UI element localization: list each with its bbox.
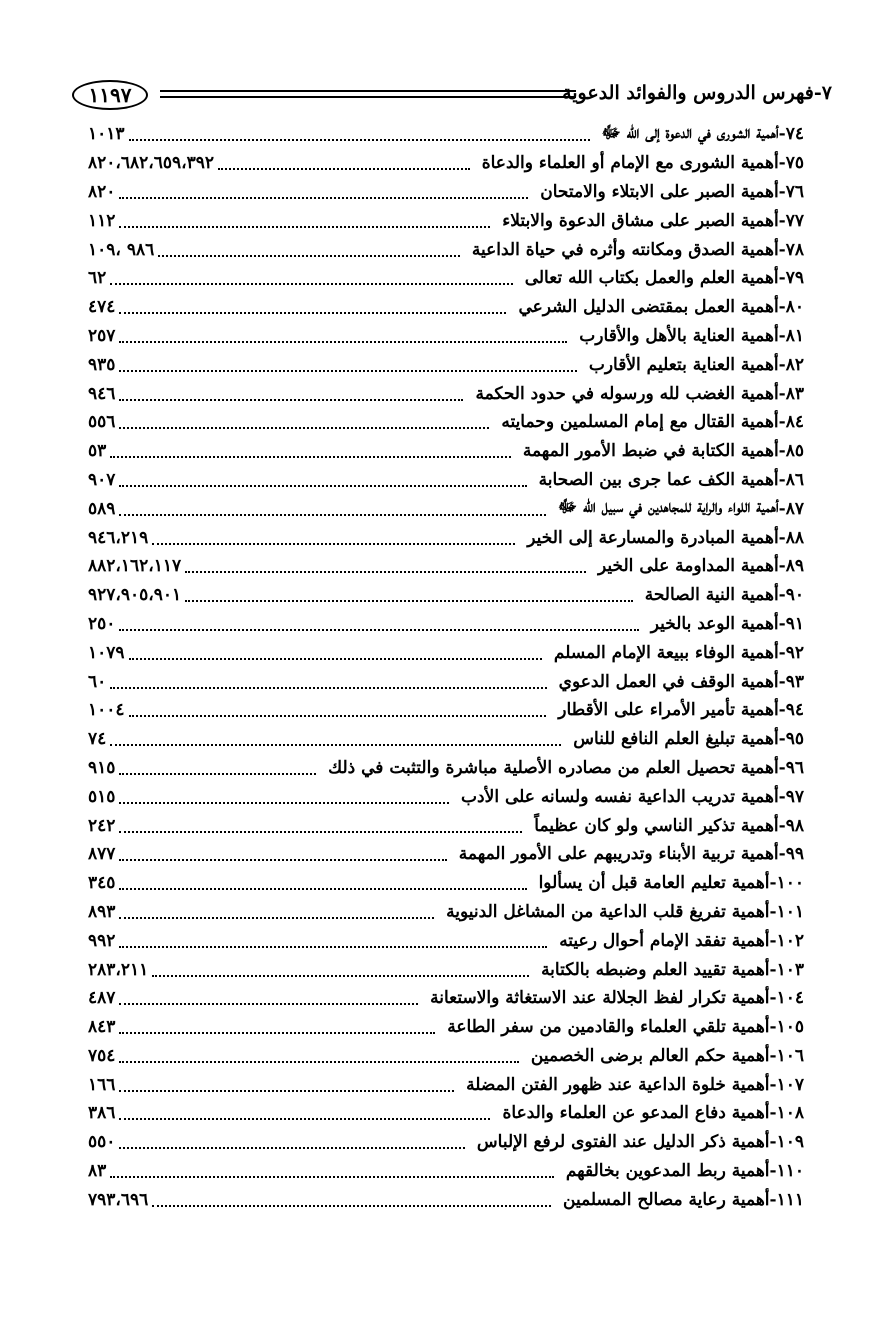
entry-dash: - bbox=[769, 873, 777, 894]
index-entry bbox=[88, 322, 804, 351]
entry-dash: - bbox=[769, 1045, 777, 1066]
index-entry bbox=[88, 840, 804, 869]
entry-number: ٨٦ bbox=[785, 469, 804, 490]
entry-page-numbers: ٧٤ bbox=[88, 729, 107, 750]
entry-title: أهمية النية الصالحة bbox=[644, 585, 779, 606]
dot-leader bbox=[119, 1032, 435, 1034]
index-entry bbox=[88, 178, 804, 207]
dot-leader bbox=[119, 485, 526, 487]
entry-page-numbers: ٣٤٥ bbox=[88, 873, 116, 894]
dot-leader bbox=[119, 1003, 418, 1005]
entry-title: أهمية تفقد الإمام أحوال رعيته bbox=[559, 930, 770, 951]
entry-dash: - bbox=[778, 181, 786, 202]
entry-number: ١٠٠ bbox=[776, 873, 804, 894]
entry-number: ٨٥ bbox=[785, 441, 804, 462]
index-entry bbox=[88, 1128, 804, 1157]
entry-dash: - bbox=[778, 268, 786, 289]
dot-leader bbox=[119, 514, 546, 516]
entry-number: ١٠٨ bbox=[776, 1103, 804, 1124]
dot-leader bbox=[119, 802, 449, 804]
entry-page-numbers: ١٠٧٩ bbox=[88, 642, 125, 663]
entry-page-numbers: ٦٢ bbox=[88, 268, 107, 289]
dot-leader bbox=[218, 168, 470, 170]
entry-title: أهمية تأمير الأمراء على الأقطار bbox=[558, 700, 779, 721]
entry-dash: - bbox=[778, 815, 786, 836]
entry-title: أهمية خلوة الداعية عند ظهور الفتن المضلة bbox=[466, 1074, 770, 1095]
entry-page-numbers: ٥١٥ bbox=[88, 786, 116, 807]
entry-page-numbers: ٥٣ bbox=[88, 441, 107, 462]
entry-title: أهمية المبادرة والمسارعة إلى الخير bbox=[527, 527, 779, 548]
entry-page-numbers: ٦٠ bbox=[88, 671, 107, 692]
index-entry bbox=[88, 1070, 804, 1099]
dot-leader bbox=[152, 1205, 551, 1207]
index-entry bbox=[88, 466, 804, 495]
entry-number: ٧٥ bbox=[785, 153, 804, 174]
entry-page-numbers: ٢٤٢ bbox=[88, 815, 116, 836]
entry-title: أهمية دفاع المدعو عن العلماء والدعاة bbox=[502, 1103, 770, 1124]
entry-page-numbers: ٢٥٧ bbox=[88, 325, 116, 346]
entry-page-numbers: ٥٥٦ bbox=[88, 412, 116, 433]
dot-leader bbox=[119, 629, 638, 631]
dot-leader bbox=[152, 975, 529, 977]
index-entries-list bbox=[88, 120, 804, 1214]
entry-page-numbers: ٩٢٧،٩٠٥،٩٠١ bbox=[88, 585, 182, 606]
dot-leader bbox=[119, 888, 526, 890]
dot-leader bbox=[119, 197, 528, 199]
entry-dash: - bbox=[778, 153, 786, 174]
entry-number: ٩٩ bbox=[785, 844, 804, 865]
index-entry bbox=[88, 350, 804, 379]
index-entry bbox=[88, 782, 804, 811]
entry-number: ٩٢ bbox=[785, 642, 804, 663]
page-number-badge bbox=[72, 80, 148, 110]
entry-dash: - bbox=[769, 901, 777, 922]
entry-page-numbers: ٨٨٢،١٦٢،١١٧ bbox=[88, 556, 182, 577]
index-entry bbox=[88, 811, 804, 840]
dot-leader bbox=[119, 399, 463, 401]
entry-title: أهمية تفريغ قلب الداعية من المشاغل الدنيوية bbox=[446, 901, 770, 922]
entry-dash: - bbox=[778, 239, 786, 260]
entry-dash: - bbox=[778, 757, 786, 778]
entry-page-numbers: ٨٣ bbox=[88, 1161, 107, 1182]
entry-number: ١٠٤ bbox=[776, 988, 804, 1009]
entry-dash: - bbox=[778, 844, 786, 865]
entry-title: أهمية المداومة على الخير bbox=[598, 556, 779, 577]
dot-leader bbox=[119, 1147, 464, 1149]
entry-title: أهمية اللواء والراية للمجاهدين في سبيل الله ﷻ bbox=[557, 497, 779, 518]
entry-number: ٧٧ bbox=[785, 210, 804, 231]
dot-leader bbox=[110, 456, 511, 458]
dot-leader bbox=[119, 1090, 454, 1092]
entry-dash: - bbox=[778, 297, 786, 318]
entry-number: ١١٠ bbox=[776, 1161, 804, 1182]
entry-title: أهمية تدريب الداعية نفسه ولسانه على الأدب bbox=[461, 786, 779, 807]
dot-leader bbox=[119, 427, 489, 429]
entry-dash: - bbox=[769, 1132, 777, 1153]
dot-leader bbox=[119, 1061, 518, 1063]
dot-leader bbox=[185, 600, 633, 602]
entry-number: ١٠٦ bbox=[776, 1045, 804, 1066]
entry-title: أهمية الشورى في الدعوة إلى الله ﷻ bbox=[601, 122, 779, 143]
entry-page-numbers: ٧٥٤ bbox=[88, 1045, 116, 1066]
index-entry bbox=[88, 235, 804, 264]
entry-number: ٨٤ bbox=[785, 412, 804, 433]
entry-title: أهمية الصبر على الابتلاء والامتحان bbox=[540, 181, 779, 202]
entry-title: أهمية الشورى مع الإمام أو العلماء والدعاة bbox=[481, 153, 779, 174]
dot-leader bbox=[119, 773, 316, 775]
dot-leader bbox=[158, 255, 460, 257]
dot-leader bbox=[110, 283, 512, 285]
entry-title: أهمية تكرار لفظ الجلالة عند الاستغاثة والاستعانة bbox=[430, 988, 770, 1009]
index-entry bbox=[88, 725, 804, 754]
index-entry bbox=[88, 206, 804, 235]
index-entry bbox=[88, 379, 804, 408]
dot-leader bbox=[152, 543, 515, 545]
entry-page-numbers: ٢٨٣،٢١١ bbox=[88, 959, 149, 980]
entry-page-numbers: ٢٥٠ bbox=[88, 613, 116, 634]
entry-number: ١٠٢ bbox=[776, 930, 804, 951]
index-entry bbox=[88, 437, 804, 466]
entry-dash: - bbox=[769, 988, 777, 1009]
dot-leader bbox=[129, 715, 547, 717]
entry-title: أهمية الصدق ومكانته وأثره في حياة الداعية bbox=[471, 239, 779, 260]
index-entry bbox=[88, 120, 804, 149]
entry-title: أهمية حكم العالم برضى الخصمين bbox=[530, 1045, 770, 1066]
entry-page-numbers: ١١٢ bbox=[88, 210, 116, 231]
index-entry bbox=[88, 984, 804, 1013]
index-entry bbox=[88, 638, 804, 667]
dot-leader bbox=[119, 917, 434, 919]
entry-number: ١١١ bbox=[776, 1189, 804, 1210]
entry-number: ١٠٣ bbox=[776, 959, 804, 980]
entry-number: ٧٤ bbox=[785, 124, 804, 145]
entry-page-numbers: ١٠١٣ bbox=[88, 124, 125, 145]
index-entry bbox=[88, 754, 804, 783]
entry-number: ٩٣ bbox=[785, 671, 804, 692]
dot-leader bbox=[119, 859, 446, 861]
entry-number: ٩٧ bbox=[785, 786, 804, 807]
entry-number: ٨٣ bbox=[785, 383, 804, 404]
entry-dash: - bbox=[778, 498, 786, 519]
entry-title: أهمية العناية بالأهل والأقارب bbox=[579, 325, 779, 346]
entry-page-numbers: ١٦٦ bbox=[88, 1074, 116, 1095]
index-entry bbox=[88, 1157, 804, 1186]
dot-leader bbox=[129, 658, 542, 660]
dot-leader bbox=[119, 312, 506, 314]
entry-dash: - bbox=[778, 556, 786, 577]
entry-title: أهمية القتال مع إمام المسلمين وحمايته bbox=[501, 412, 779, 433]
entry-dash: - bbox=[778, 412, 786, 433]
entry-number: ٨٢ bbox=[785, 354, 804, 375]
entry-dash: - bbox=[778, 786, 786, 807]
entry-page-numbers: ٨٢٠،٦٨٢،٦٥٩،٣٩٢ bbox=[88, 153, 215, 174]
dot-leader bbox=[119, 946, 547, 948]
entry-dash: - bbox=[778, 441, 786, 462]
index-entry bbox=[88, 408, 804, 437]
entry-title: أهمية تقييد العلم وضبطه بالكتابة bbox=[541, 959, 770, 980]
index-entry bbox=[88, 552, 804, 581]
entry-title: أهمية الصبر على مشاق الدعوة والابتلاء bbox=[502, 210, 779, 231]
entry-number: ٨٨ bbox=[785, 527, 804, 548]
entry-number: ٨٩ bbox=[785, 556, 804, 577]
index-entry bbox=[88, 610, 804, 639]
entry-title: أهمية الغضب لله ورسوله في حدود الحكمة bbox=[475, 383, 779, 404]
entry-dash: - bbox=[778, 210, 786, 231]
index-entry bbox=[88, 523, 804, 552]
index-entry bbox=[88, 581, 804, 610]
index-entry bbox=[88, 149, 804, 178]
entry-dash: - bbox=[778, 729, 786, 750]
index-entry bbox=[88, 898, 804, 927]
entry-dash: - bbox=[778, 700, 786, 721]
index-entry bbox=[88, 1013, 804, 1042]
entry-title: أهمية العلم والعمل بكتاب الله تعالى bbox=[524, 268, 779, 289]
entry-dash: - bbox=[769, 1074, 777, 1095]
index-entry bbox=[88, 869, 804, 898]
entry-title: أهمية تذكير الناسي ولو كان عظيماً bbox=[534, 815, 779, 836]
index-entry bbox=[88, 926, 804, 955]
header-rule bbox=[160, 90, 576, 98]
entry-number: ٨٠ bbox=[785, 297, 804, 318]
entry-number: ٨٧ bbox=[785, 498, 804, 519]
dot-leader bbox=[110, 1176, 554, 1178]
entry-title: أهمية العناية بتعليم الأقارب bbox=[588, 354, 779, 375]
entry-page-numbers: ٤٧٤ bbox=[88, 297, 116, 318]
entry-dash: - bbox=[769, 1103, 777, 1124]
entry-dash: - bbox=[778, 671, 786, 692]
entry-dash: - bbox=[769, 930, 777, 951]
page-header bbox=[72, 80, 832, 116]
entry-page-numbers: ٥٨٩ bbox=[88, 498, 116, 519]
entry-page-numbers: ٩٩٢ bbox=[88, 930, 116, 951]
entry-dash: - bbox=[778, 613, 786, 634]
dot-leader bbox=[119, 341, 567, 343]
entry-page-numbers: ٩٤٦،٢١٩ bbox=[88, 527, 149, 548]
section-title: ٧-فهرس الدروس والفوائد الدعوية bbox=[562, 82, 832, 104]
entry-dash: - bbox=[778, 325, 786, 346]
dot-leader bbox=[185, 571, 586, 573]
entry-page-numbers: ٩٨٦ ،١٠٩ bbox=[88, 239, 155, 260]
index-entry bbox=[88, 667, 804, 696]
entry-title: أهمية الوفاء ببيعة الإمام المسلم bbox=[553, 642, 779, 663]
entry-title: أهمية الكف عما جرى بين الصحابة bbox=[538, 469, 779, 490]
entry-title: أهمية تبليغ العلم النافع للناس bbox=[573, 729, 779, 750]
entry-title: أهمية تحصيل العلم من مصادره الأصلية مباشرة والتثبت في ذلك bbox=[328, 757, 779, 778]
entry-number: ٩٦ bbox=[785, 757, 804, 778]
entry-number: ٩٤ bbox=[785, 700, 804, 721]
entry-number: ٩٥ bbox=[785, 729, 804, 750]
entry-number: ٩١ bbox=[785, 613, 804, 634]
entry-page-numbers: ٩١٥ bbox=[88, 757, 116, 778]
entry-dash: - bbox=[778, 527, 786, 548]
entry-title: أهمية ذكر الدليل عند الفتوى لرفع الإلباس bbox=[476, 1132, 770, 1153]
entry-title: أهمية ربط المدعوين بخالقهم bbox=[565, 1161, 770, 1182]
entry-dash: - bbox=[769, 959, 777, 980]
entry-number: ٩٨ bbox=[785, 815, 804, 836]
entry-title: أهمية تعليم العامة قبل أن يسألوا bbox=[538, 873, 770, 894]
index-entry bbox=[88, 696, 804, 725]
entry-page-numbers: ٩٠٧ bbox=[88, 469, 116, 490]
index-entry bbox=[88, 1099, 804, 1128]
index-entry bbox=[88, 955, 804, 984]
entry-dash: - bbox=[778, 124, 786, 145]
entry-number: ١٠٧ bbox=[776, 1074, 804, 1095]
entry-dash: - bbox=[769, 1017, 777, 1038]
entry-number: ١٠٥ bbox=[776, 1017, 804, 1038]
entry-number: ٧٨ bbox=[785, 239, 804, 260]
index-entry bbox=[88, 1042, 804, 1071]
entry-page-numbers: ٨٤٣ bbox=[88, 1017, 116, 1038]
entry-dash: - bbox=[778, 354, 786, 375]
dot-leader bbox=[110, 687, 546, 689]
entry-dash: - bbox=[778, 585, 786, 606]
entry-number: ٨١ bbox=[785, 325, 804, 346]
index-entry bbox=[88, 264, 804, 293]
dot-leader bbox=[119, 1118, 490, 1120]
entry-page-numbers: ٤٨٧ bbox=[88, 988, 116, 1009]
dot-leader bbox=[119, 226, 490, 228]
entry-title: أهمية الوقف في العمل الدعوي bbox=[558, 671, 779, 692]
page-number: ١١٩٧ bbox=[88, 83, 132, 107]
entry-number: ٩٠ bbox=[785, 585, 804, 606]
entry-page-numbers: ٥٥٠ bbox=[88, 1132, 116, 1153]
dot-leader bbox=[119, 370, 576, 372]
entry-page-numbers: ١٠٠٤ bbox=[88, 700, 125, 721]
entry-page-numbers: ٧٩٣،٦٩٦ bbox=[88, 1189, 149, 1210]
entry-page-numbers: ٨٢٠ bbox=[88, 181, 116, 202]
entry-number: ٧٦ bbox=[785, 181, 804, 202]
entry-number: ١٠١ bbox=[776, 901, 804, 922]
entry-dash: - bbox=[778, 642, 786, 663]
entry-page-numbers: ٩٤٦ bbox=[88, 383, 116, 404]
index-entry bbox=[88, 494, 804, 523]
entry-title: أهمية رعاية مصالح المسلمين bbox=[563, 1189, 770, 1210]
entry-dash: - bbox=[769, 1161, 777, 1182]
entry-page-numbers: ٣٨٦ bbox=[88, 1103, 116, 1124]
entry-page-numbers: ٨٩٣ bbox=[88, 901, 116, 922]
entry-title: أهمية تلقي العلماء والقادمين من سفر الطاعة bbox=[447, 1017, 770, 1038]
entry-title: أهمية تربية الأبناء وتدريبهم على الأمور المهمة bbox=[458, 844, 779, 865]
entry-title: أهمية العمل بمقتضى الدليل الشرعي bbox=[518, 297, 779, 318]
dot-leader bbox=[129, 139, 590, 141]
index-entry bbox=[88, 1185, 804, 1214]
entry-title: أهمية الكتابة في ضبط الأمور المهمة bbox=[522, 441, 779, 462]
entry-dash: - bbox=[778, 383, 786, 404]
entry-page-numbers: ٨٧٧ bbox=[88, 844, 116, 865]
dot-leader bbox=[110, 744, 561, 746]
entry-dash: - bbox=[769, 1189, 777, 1210]
entry-number: ١٠٩ bbox=[776, 1132, 804, 1153]
dot-leader bbox=[119, 831, 522, 833]
entry-title: أهمية الوعد بالخير bbox=[650, 613, 779, 634]
entry-dash: - bbox=[778, 469, 786, 490]
index-entry bbox=[88, 293, 804, 322]
entry-number: ٧٩ bbox=[785, 268, 804, 289]
entry-page-numbers: ٩٣٥ bbox=[88, 354, 116, 375]
